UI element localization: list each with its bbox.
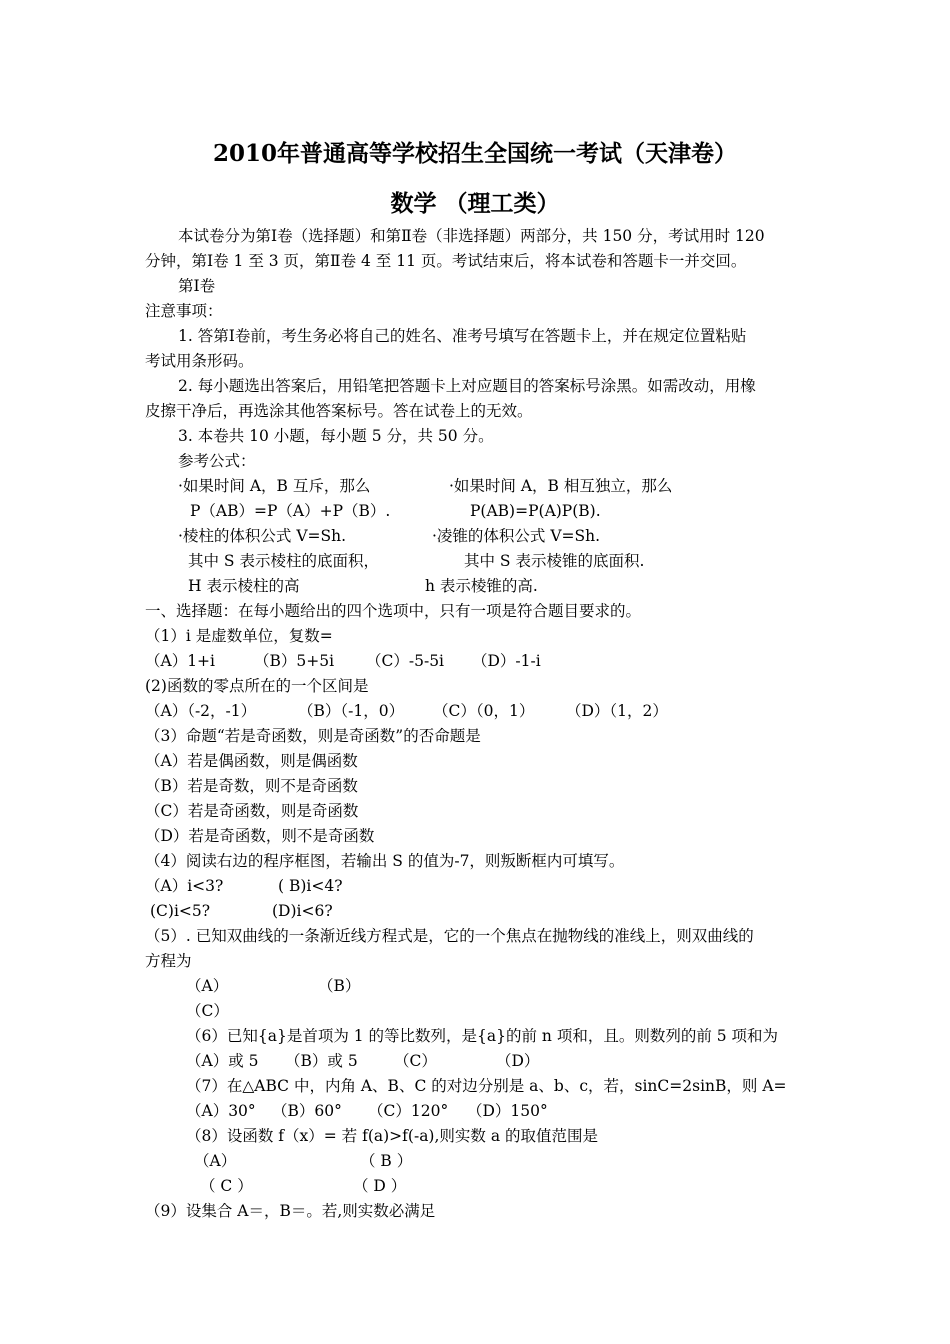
question-7-option-b: （B）60° <box>272 1102 342 1120</box>
question-2-option-b: （B）（-1，0） <box>298 702 405 720</box>
question-4-option-b: ( B)i<4? <box>278 877 343 895</box>
question-8-option-b: （ B ） <box>360 1152 413 1170</box>
formula-prism-height: H 表示棱柱的高 <box>188 577 300 595</box>
formula-mutually-exclusive: ·如果时间 A，B 互斥，那么 <box>178 477 371 495</box>
question-1-option-c: （C）-5-5i <box>366 652 445 670</box>
question-2-option-d: （D）（1，2） <box>566 702 668 720</box>
question-7-stem: （7）在△ABC 中，内角 A、B、C 的对边分别是 a、b、c，若，sinC=2sinB，则 A= <box>186 1077 787 1095</box>
question-1-option-b: （B）5+5i <box>254 652 335 670</box>
question-5-stem-line-1: （5）. 已知双曲线的一条渐近线方程式是，它的一个焦点在抛物线的准线上，则双曲线的 <box>145 927 754 945</box>
question-5-option-a: （A） <box>186 977 229 995</box>
formula-product: P(AB)=P(A)P(B). <box>470 502 601 520</box>
notice-3: 3. 本卷共 10 小题，每小题 5 分，共 50 分。 <box>178 427 494 445</box>
notice-2-line-2: 皮擦干净后，再选涂其他答案标号。答在试卷上的无效。 <box>145 402 533 420</box>
formula-pyramid-base: 其中 S 表示棱锥的底面积. <box>464 552 645 570</box>
question-4-option-d: (D)i<6? <box>272 902 333 920</box>
formula-prism-base: 其中 S 表示棱柱的底面积， <box>188 552 379 570</box>
question-5-option-c: （C） <box>186 1002 229 1020</box>
question-7-option-c: （C）120° <box>368 1102 449 1120</box>
question-8-option-a: （A） <box>194 1152 237 1170</box>
page-title: 2010年普通高等学校招生全国统一考试（天津卷） <box>212 140 737 167</box>
question-2-option-a: （A）（-2，-1） <box>145 702 257 720</box>
notice-1-line-2: 考试用条形码。 <box>145 352 254 370</box>
question-3-option-c: （C）若是奇函数，则是奇函数 <box>145 802 359 820</box>
formula-row-1 <box>178 476 370 496</box>
question-7-option-d: （D）150° <box>467 1102 548 1120</box>
formula-pyramid-volume: ·凌锥的体积公式 V=Sh. <box>432 527 601 545</box>
question-4-stem: （4）阅读右边的程序框图，若输出 S 的值为-7，则叛断框内可填写。 <box>145 852 625 870</box>
section-label: 第I卷 <box>178 277 216 295</box>
page-subtitle: 数学 （理工类） <box>390 190 560 217</box>
intro-line-2: 分钟，第I卷 1 至 3 页，第Ⅱ卷 4 至 11 页。考试结束后，将本试卷和答题卡一并交回。 <box>145 252 747 270</box>
question-5-stem-line-2: 方程为 <box>145 952 192 970</box>
question-7-option-a: （A）30° <box>186 1102 256 1120</box>
question-8-stem: （8）设函数 f（x）= 若 f(a)>f(-a),则实数 a 的取值范围是 <box>186 1127 599 1145</box>
question-9-stem: （9）设集合 A＝，B＝。若,则实数必满足 <box>145 1202 436 1220</box>
question-3-option-a: （A）若是偶函数，则是偶函数 <box>145 752 358 770</box>
question-8-option-d: （ D ） <box>353 1177 407 1195</box>
question-4-option-a: （A）i<3? <box>145 877 224 895</box>
question-1-option-d: （D）-1-i <box>472 652 541 670</box>
question-1-option-a: （A）1+i <box>145 652 215 670</box>
question-8-option-c: （ C ） <box>200 1177 253 1195</box>
formula-label: 参考公式： <box>178 452 256 470</box>
question-4-option-c: (C)i<5? <box>150 902 211 920</box>
question-6-stem: （6）已知{a}是首项为 1 的等比数列，是{a}的前 n 项和，且。则数列的前 5 项和为 <box>186 1027 779 1045</box>
question-3-option-d: （D）若是奇函数，则不是奇函数 <box>145 827 375 845</box>
notice-2-line-1: 2. 每小题选出答案后，用铅笔把答题卡上对应题目的答案标号涂黑。如需改动，用橡 <box>178 377 756 395</box>
part-1-heading: 一、选择题：在每小题给出的四个选项中，只有一项是符合题目要求的。 <box>145 602 642 620</box>
question-6-option-c: （C） <box>394 1052 437 1070</box>
notice-1-line-1: 1. 答第I卷前，考生务必将自己的姓名、准考号填写在答题卡上，并在规定位置粘贴 <box>178 327 747 345</box>
question-2-stem: (2)函数的零点所在的一个区间是 <box>145 677 369 695</box>
question-3-option-b: （B）若是奇数，则不是奇函数 <box>145 777 358 795</box>
formula-pyramid-height: h 表示棱锥的高. <box>425 577 538 595</box>
question-5-option-b: （B） <box>318 977 361 995</box>
question-6-option-a: （A）或 5 <box>186 1052 259 1070</box>
formula-sum: P（AB）=P（A）+P（B）. <box>190 502 391 520</box>
question-2-option-c: （C）（0，1） <box>433 702 535 720</box>
question-3-stem: （3）命题“若是奇函数，则是奇函数”的否命题是 <box>145 727 481 745</box>
question-1-stem: （1）i 是虚数单位，复数= <box>145 627 333 645</box>
question-6-option-b: （B）或 5 <box>285 1052 358 1070</box>
intro-line-1: 本试卷分为第I卷（选择题）和第Ⅱ卷（非选择题）两部分，共 150 分，考试用时 120 <box>178 227 765 245</box>
notice-label: 注意事项： <box>145 302 223 320</box>
formula-independent: ·如果时间 A，B 相互独立，那么 <box>449 477 673 495</box>
question-6-option-d: （D） <box>496 1052 540 1070</box>
formula-prism-volume: ·棱柱的体积公式 V=Sh. <box>178 527 347 545</box>
